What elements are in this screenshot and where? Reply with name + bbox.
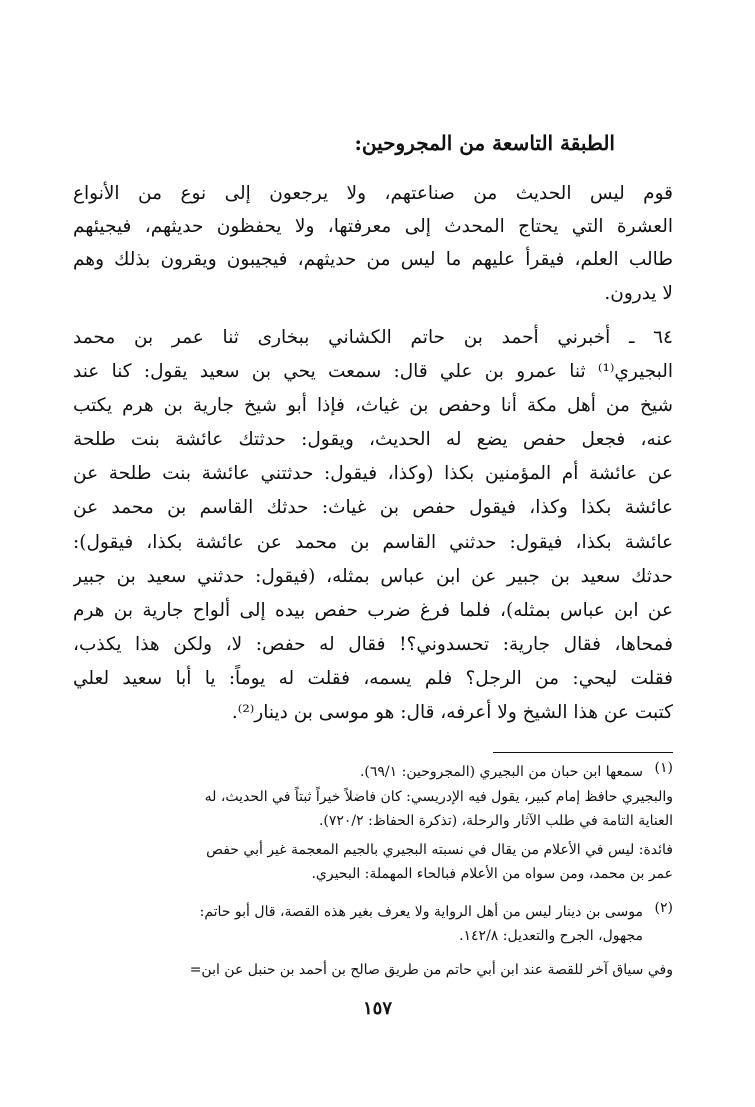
footnote-text: وفي سياق آخر للقصة عند ابن أبي حاتم من طريق صالح بن أحمد بن حنبل عن ابن= xyxy=(189,962,673,978)
text-line: حدثك سعيد بن جبير عن ابن عباس بمثله، (فيقول: حدثني سعيد بن جبير xyxy=(73,565,673,587)
page-number: ١٥٧ xyxy=(362,998,392,1019)
footnote-text: العناية التامة في طلب الآثار والرحلة، (تذكرة الحفاظ: ٧٢٠/٢). xyxy=(318,813,673,829)
footnote-text: مجهول، الجرح والتعديل: ١٤٢/٨. xyxy=(459,928,643,944)
footnote-divider xyxy=(493,752,673,753)
footnote-text: فائدة: ليس في الأعلام من يقال في نسبته البجيري بالجيم المعجمة غير أبي حفص xyxy=(206,842,673,858)
text-line: عائشة بكذا وكذا، فيقول حفص بن غياث: حدثك القاسم بن محمد عن xyxy=(73,497,673,519)
text-line: عن عائشة أم المؤمنين بكذا (وكذا، فيقول: حدثتني عائشة بنت طلحة عن xyxy=(73,463,673,485)
text-line: عائشة بكذا، فيقول: حدثني القاسم بن محمد عن عائشة بكذا، فيقول): xyxy=(73,531,673,553)
text-line: العشرة التي يحتاج المحدث إلى معرفتها، ولا يحفظون حديثهم، فيجيئهم xyxy=(73,216,673,238)
footnote-text: والبجيري حافظ إمام كبير، يقول فيه الإدريسي: كان فاضلاً خيراً ثبتاً في الحديث، له xyxy=(204,789,673,805)
text-line: لا يدرون. xyxy=(604,282,673,304)
paragraph-narration-64 xyxy=(73,321,673,730)
text-line: فمحاها، فقال جارية: تحسدوني؟! فقال له حفص: لا، ولكن هذا يكذب، xyxy=(73,633,673,655)
footnote-number: (١) xyxy=(654,760,673,776)
text-line: كتبت عن هذا الشيخ ولا أعرفه، قال: هو موسى بن دينار⁽²⁾. xyxy=(231,702,673,724)
text-line: البجيري⁽¹⁾ ثنا عمرو بن علي قال: سمعت يحي بن سعيد يقول: كنا عند xyxy=(73,361,673,383)
text-line: عن ابن عباس بمثله)، فلما فرغ ضرب حفص بيده إلى ألواح جارية بن هرم xyxy=(73,599,673,621)
text-line: عنه، فجعل حفص يضع له الحديث، ويقول: حدثتك عائشة بنت طلحة xyxy=(73,429,673,451)
text-line: ٦٤ ـ أخبرني أحمد بن حاتم الكشاني ببخارى ثنا عمر بن محمد xyxy=(73,327,673,348)
paragraph-intro xyxy=(73,177,673,310)
footnote-text: موسى بن دينار ليس من أهل الرواية ولا يعرف بغير هذه القصة، قال أبو حاتم: xyxy=(199,904,643,920)
footnote-text: سمعها ابن حبان من البجيري (المجروحين: ٦٩/١). xyxy=(359,764,643,780)
text-line: فقلت ليحي: من الرجل؟ فلم يسمه، فقلت له يوماً: يا أبا سعيد لعلي xyxy=(73,667,673,689)
section-heading: الطبقة التاسعة من المجروحين: xyxy=(354,131,615,155)
text-line: شيخ من أهل مكة أنا وحفص بن غياث، فإذا أبو شيخ جارية بن هرم يكتب xyxy=(73,395,673,417)
text-line: قوم ليس الحديث من صناعتهم، ولا يرجعون إلى نوع من الأنواع xyxy=(73,183,673,204)
footnote-number: (٢) xyxy=(654,900,673,916)
footnote-text: عمر بن محمد، ومن سواه من الأعلام فبالحاء المهملة: البحيري. xyxy=(311,866,673,882)
text-line: طالب العلم، فيقرأ عليهم ما ليس من حديثهم، فيجيبون ويقرون بذلك وهم xyxy=(73,249,673,271)
